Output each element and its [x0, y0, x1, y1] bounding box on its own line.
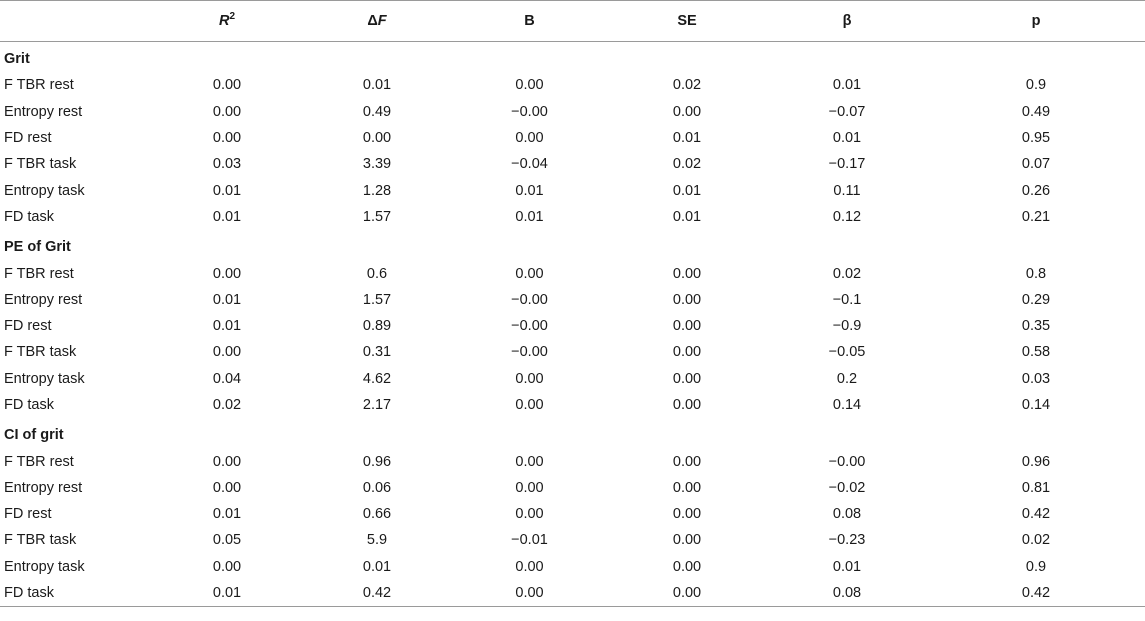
cell-se: 0.00 — [672, 265, 702, 282]
cell-p: 0.21 — [1021, 208, 1051, 225]
row-label: Entropy rest — [4, 291, 83, 308]
cell-beta: −0.1 — [832, 291, 862, 308]
cell-se: 0.00 — [672, 344, 702, 361]
cell-p: 0.02 — [1021, 532, 1051, 549]
cell-r-squared: 0.00 — [212, 265, 242, 282]
cell-b: 0.00 — [515, 506, 544, 523]
header-blank — [0, 1, 152, 42]
header-r-squared — [152, 1, 302, 42]
table-row — [0, 125, 1145, 151]
cell-se: 0.00 — [672, 532, 702, 549]
cell-b: −0.01 — [511, 532, 548, 549]
table-row — [0, 72, 1145, 98]
cell-r-squared: 0.00 — [212, 77, 242, 94]
cell-b: 0.00 — [515, 397, 544, 413]
cell-delta-f: 0.31 — [362, 344, 392, 361]
cell-delta-f: 0.00 — [362, 130, 392, 147]
cell-delta-f: 0.06 — [362, 479, 392, 496]
header-beta: β — [767, 1, 927, 42]
cell-beta: 0.14 — [832, 397, 862, 413]
row-label: F TBR rest — [4, 265, 74, 282]
cell-delta-f: 0.49 — [362, 103, 392, 120]
cell-beta: −0.9 — [832, 318, 862, 335]
cell-p: 0.9 — [1025, 558, 1047, 575]
cell-r-squared: 0.00 — [212, 453, 242, 470]
cell-beta: −0.07 — [828, 103, 866, 120]
row-label: Entropy task — [4, 558, 85, 575]
cell-r-squared: 0.01 — [212, 182, 242, 199]
table-row — [0, 177, 1145, 203]
cell-p: 0.58 — [1021, 344, 1051, 361]
cell-r-squared: 0.00 — [212, 479, 242, 496]
cell-b: 0.00 — [515, 479, 544, 496]
group-header-row — [0, 418, 1145, 448]
cell-beta: −0.02 — [828, 479, 866, 496]
table-row — [0, 204, 1145, 230]
cell-b: −0.00 — [511, 103, 548, 120]
table-body — [0, 42, 1145, 607]
cell-p: 0.96 — [1021, 453, 1051, 470]
cell-beta: −0.00 — [828, 453, 866, 470]
cell-p: 0.9 — [1025, 77, 1047, 94]
cell-p: 0.29 — [1021, 291, 1051, 308]
cell-b: 0.00 — [515, 77, 544, 94]
cell-delta-f: 1.57 — [362, 208, 392, 225]
header-delta-f — [302, 1, 452, 42]
cell-delta-f: 1.28 — [362, 182, 392, 199]
cell-beta: 0.02 — [832, 265, 862, 282]
cell-delta-f: 0.6 — [366, 265, 388, 282]
group-header-row — [0, 42, 1145, 73]
cell-p: 0.03 — [1021, 370, 1051, 387]
cell-r-squared: 0.00 — [212, 103, 242, 120]
header-r-squared-base: R — [218, 13, 230, 29]
cell-se: 0.02 — [672, 156, 702, 173]
cell-b: 0.01 — [515, 182, 544, 199]
cell-r-squared: 0.00 — [212, 130, 242, 147]
header-b: B — [452, 1, 607, 42]
cell-se: 0.01 — [672, 208, 702, 225]
cell-beta: 0.2 — [836, 370, 858, 387]
table-row — [0, 554, 1145, 580]
cell-p: 0.14 — [1021, 397, 1051, 413]
cell-p: 0.95 — [1021, 130, 1051, 147]
cell-se: 0.00 — [607, 580, 767, 607]
cell-se: 0.00 — [672, 318, 702, 335]
cell-b: 0.00 — [515, 370, 544, 387]
cell-delta-f: 0.42 — [302, 580, 452, 607]
cell-se: 0.00 — [672, 558, 702, 575]
cell-se: 0.00 — [672, 397, 702, 413]
cell-beta: 0.12 — [832, 208, 862, 225]
cell-beta: −0.17 — [828, 156, 866, 173]
table-row — [0, 392, 1145, 418]
cell-se: 0.00 — [672, 103, 702, 120]
row-label: Entropy rest — [4, 103, 83, 120]
table-row — [0, 580, 1145, 607]
cell-r-squared: 0.00 — [212, 558, 242, 575]
table-row — [0, 501, 1145, 527]
table-row — [0, 448, 1145, 474]
row-label: FD rest — [4, 318, 52, 335]
cell-p: 0.8 — [1025, 265, 1047, 282]
row-label: Entropy rest — [4, 479, 83, 496]
cell-se: 0.00 — [672, 291, 702, 308]
cell-b: −0.00 — [511, 344, 548, 361]
header-delta-symbol: Δ — [367, 13, 378, 29]
cell-beta: 0.01 — [832, 130, 862, 147]
cell-beta: 0.08 — [767, 580, 927, 607]
cell-beta: −0.05 — [828, 344, 866, 361]
cell-delta-f: 0.01 — [362, 77, 392, 94]
table-row — [0, 527, 1145, 553]
cell-b: 0.00 — [452, 580, 607, 607]
cell-p: 0.35 — [1021, 318, 1051, 335]
row-label: FD task — [4, 397, 54, 413]
table-row — [0, 475, 1145, 501]
row-label: F TBR task — [4, 532, 77, 549]
table-row — [0, 366, 1145, 392]
cell-beta: 0.01 — [832, 558, 862, 575]
cell-r-squared: 0.01 — [152, 580, 302, 607]
cell-se: 0.00 — [672, 453, 702, 470]
cell-delta-f: 0.89 — [362, 318, 392, 335]
cell-delta-f: 3.39 — [362, 156, 392, 173]
cell-delta-f: 0.01 — [362, 558, 392, 575]
cell-r-squared: 0.01 — [212, 318, 242, 335]
cell-se: 0.00 — [672, 479, 702, 496]
cell-p: 0.42 — [1021, 506, 1051, 523]
cell-se: 0.00 — [672, 506, 702, 523]
cell-b: 0.00 — [515, 558, 544, 575]
cell-b: −0.00 — [511, 318, 548, 335]
cell-se: 0.02 — [672, 77, 702, 94]
row-label: FD rest — [4, 506, 52, 523]
cell-b: 0.00 — [515, 453, 544, 470]
cell-p: 0.26 — [1021, 182, 1051, 199]
row-label: F TBR task — [4, 156, 77, 173]
header-p: p — [927, 1, 1145, 42]
cell-b: −0.04 — [511, 156, 548, 173]
cell-delta-f: 2.17 — [362, 397, 392, 413]
table-row — [0, 151, 1145, 177]
cell-se: 0.01 — [672, 182, 702, 199]
header-se: SE — [607, 1, 767, 42]
cell-se: 0.01 — [672, 130, 702, 147]
cell-p: 0.42 — [927, 580, 1145, 607]
row-label: FD task — [4, 208, 54, 225]
row-label: F TBR rest — [4, 77, 74, 94]
cell-b: 0.00 — [515, 265, 544, 282]
cell-se: 0.00 — [672, 370, 702, 387]
cell-beta: 0.01 — [832, 77, 862, 94]
header-delta-f-letter: F — [377, 13, 387, 29]
header-row — [0, 1, 1145, 42]
row-label: F TBR rest — [4, 453, 74, 470]
row-label: Entropy task — [4, 370, 85, 387]
cell-delta-f: 1.57 — [362, 291, 392, 308]
table-row — [0, 99, 1145, 125]
table-header — [0, 1, 1145, 42]
cell-b: −0.00 — [511, 291, 548, 308]
cell-b: 0.01 — [515, 208, 544, 225]
table-row — [0, 313, 1145, 339]
cell-p: 0.49 — [1021, 103, 1051, 120]
cell-r-squared: 0.01 — [212, 291, 242, 308]
cell-delta-f: 0.96 — [362, 453, 392, 470]
cell-b: 0.00 — [515, 130, 544, 147]
cell-beta: 0.08 — [832, 506, 862, 523]
cell-beta: −0.23 — [828, 532, 866, 549]
group-header-row — [0, 230, 1145, 260]
cell-delta-f: 4.62 — [362, 370, 392, 387]
cell-beta: 0.11 — [833, 182, 861, 199]
table-row — [0, 339, 1145, 365]
cell-r-squared: 0.03 — [212, 156, 242, 173]
group-title: Grit — [4, 51, 30, 68]
group-title: PE of Grit — [4, 239, 71, 256]
row-label: Entropy task — [4, 182, 85, 199]
cell-delta-f: 0.66 — [362, 506, 392, 523]
header-r-squared-sup: 2 — [229, 11, 236, 23]
row-label: F TBR task — [4, 344, 77, 361]
table-row — [0, 260, 1145, 286]
row-label: FD rest — [4, 130, 52, 147]
cell-r-squared: 0.02 — [212, 397, 242, 413]
cell-r-squared: 0.01 — [212, 208, 242, 225]
cell-r-squared: 0.00 — [212, 344, 242, 361]
row-label: FD task — [0, 580, 152, 607]
cell-r-squared: 0.04 — [212, 370, 242, 387]
cell-p: 0.07 — [1021, 156, 1051, 173]
cell-r-squared: 0.05 — [212, 532, 242, 549]
cell-r-squared: 0.01 — [212, 506, 242, 523]
cell-delta-f: 5.9 — [366, 532, 388, 549]
group-title: CI of grit — [4, 427, 64, 444]
cell-p: 0.81 — [1021, 479, 1051, 496]
table-row — [0, 287, 1145, 313]
